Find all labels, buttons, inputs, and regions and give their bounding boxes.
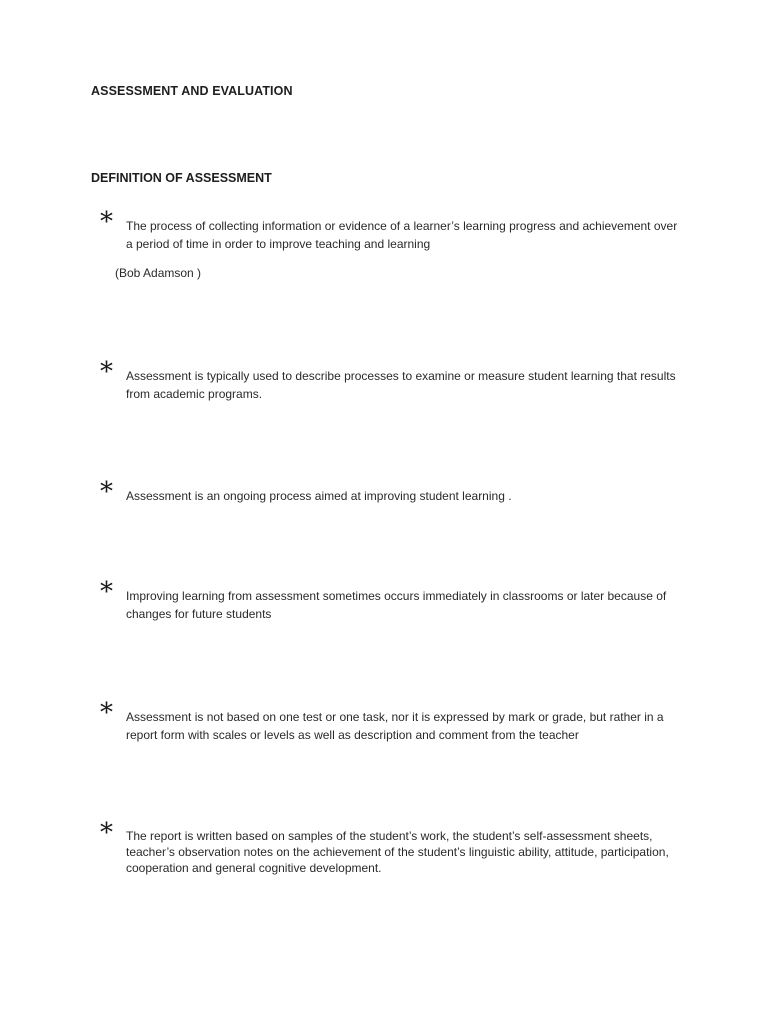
asterisk-bullet-icon: * (100, 577, 113, 607)
list-item-text: Assessment is an ongoing process aimed at improving student learning . (126, 489, 512, 503)
list-item-text: Improving learning from assessment sometimes occurs immediately in classrooms or later because of changes for future students (126, 589, 667, 621)
asterisk-bullet-icon: * (100, 207, 113, 237)
list-item-text: The report is written based on samples of the student’s work, the student’s self-assessment sheets, teacher’s observation notes on the achievement of the student’s linguistic ability, attitude, participation, cooperation and general cognitive development. (126, 829, 669, 875)
asterisk-bullet-icon: * (100, 818, 113, 848)
asterisk-bullet-icon: * (100, 357, 113, 387)
list-item-text: Assessment is not based on one test or one task, nor it is expressed by mark or grade, but rather in a report form with scales or levels as well as description and comment from the teacher (126, 710, 664, 742)
asterisk-bullet-icon: * (100, 698, 113, 728)
list-item-text: Assessment is typically used to describe processes to examine or measure student learning that results from academic programs. (126, 369, 676, 401)
list-item-text: The process of collecting information or evidence of a learner’s learning progress and achievement over a period of time in order to improve teaching and learning (126, 219, 678, 251)
citation: (Bob Adamson ) (115, 266, 202, 280)
document-title: ASSESSMENT AND EVALUATION (91, 84, 293, 98)
asterisk-bullet-icon: * (100, 477, 113, 507)
section-heading: DEFINITION OF ASSESSMENT (91, 171, 272, 185)
